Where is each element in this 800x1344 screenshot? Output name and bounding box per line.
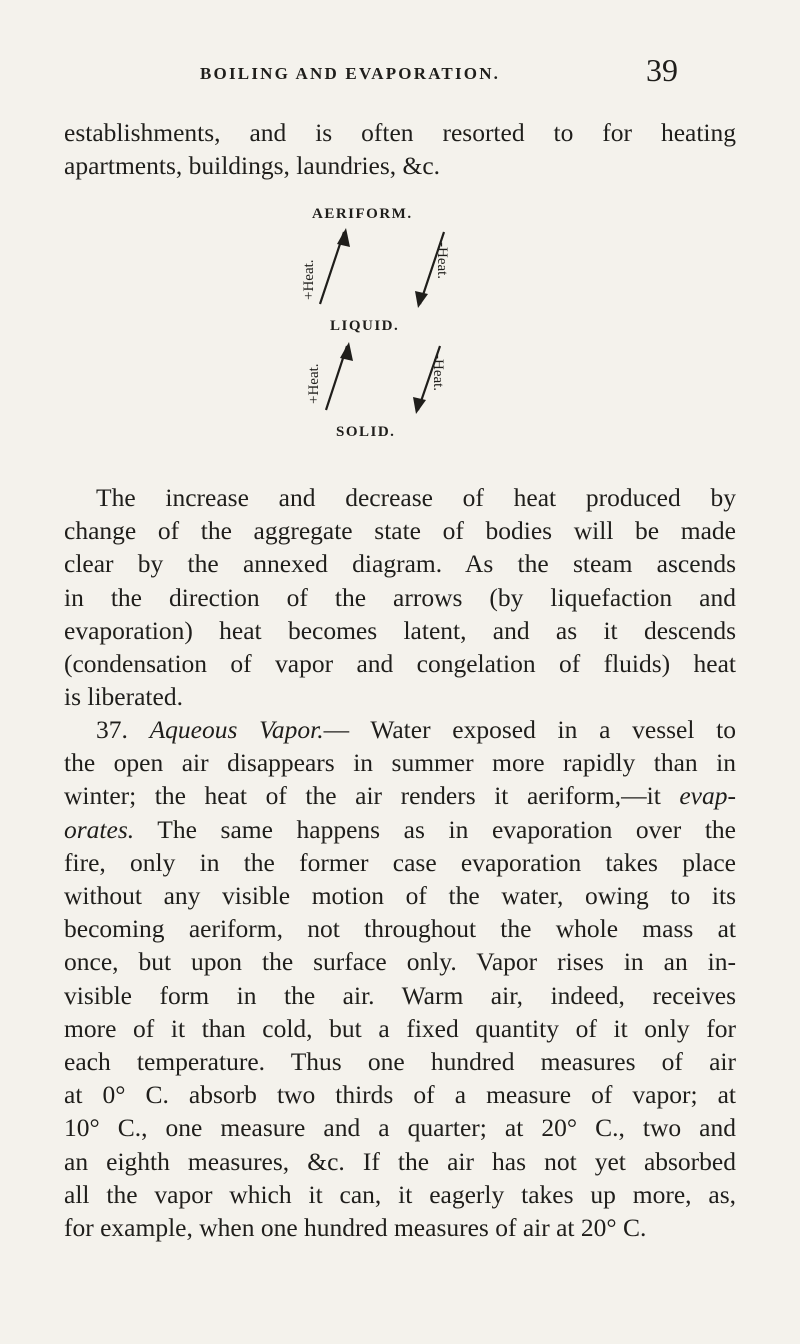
- text-fragment: The same happens as in evaporation over the: [134, 814, 736, 844]
- text-line: fire, only in the former case evaporation takes place: [64, 847, 736, 877]
- italic-word: evap-: [679, 781, 736, 811]
- em-dash: —: [323, 715, 350, 744]
- text-line: visible form in the air. Warm air, indeed, receives: [64, 980, 736, 1010]
- text-line: without any visible motion of the water, owing to its: [64, 881, 736, 911]
- section-title: Aqueous Vapor.: [149, 715, 324, 744]
- italic-word: orates.: [64, 814, 135, 844]
- label-solid: SOLID.: [336, 424, 396, 440]
- text-line: once, but upon the surface only. Vapor rises in an in-: [64, 947, 736, 977]
- text-line: becoming aeriform, not throughout the whole mass at: [64, 914, 736, 944]
- text-fragment: winter; the heat of the air renders it aeriform,—it: [64, 781, 680, 811]
- text-line: (condensation of vapor and congelation of fluids) heat: [64, 649, 736, 679]
- text-line: evaporation) heat becomes latent, and as it descends: [64, 615, 736, 645]
- text-line: The increase and decrease of heat produced by: [96, 483, 736, 512]
- text-line: more of it than cold, but a fixed quantity of it only for: [64, 1013, 736, 1043]
- text-line: in the direction of the arrows (by liquefaction and: [64, 582, 736, 612]
- text-line: establishments, and is often resorted to for heating: [64, 118, 736, 147]
- page-number: 39: [646, 52, 678, 88]
- text-fragment: Water exposed in a vessel to: [349, 715, 736, 744]
- text-line: for example, when one hundred measures of air at 20° C.: [64, 1213, 647, 1243]
- label-liquid: LIQUID.: [330, 318, 400, 334]
- text-line: 10° C., one measure and a quarter; at 20° C., two and: [64, 1113, 736, 1143]
- label-aeriform: AERIFORM.: [312, 206, 413, 222]
- text-line: is liberated.: [64, 682, 183, 712]
- text-line: change of the aggregate state of bodies will be made: [64, 516, 736, 546]
- arrow-up-upper: [320, 228, 350, 304]
- text-line: each temperature. Thus one hundred measures of air: [64, 1047, 736, 1077]
- paragraph-diagram-explanation: [64, 481, 736, 713]
- text-line: all the vapor which it can, it eagerly takes up more, as,: [64, 1179, 736, 1209]
- text-line: clear by the annexed diagram. As the steam ascends: [64, 549, 736, 579]
- minus-heat-label-upper: -Heat.: [434, 242, 450, 280]
- text-line: the open air disappears in summer more rapidly than in: [64, 748, 736, 778]
- plus-heat-label-upper: +Heat.: [301, 259, 317, 300]
- section-37: [64, 713, 736, 1244]
- plus-heat-label-lower: +Heat.: [306, 363, 322, 404]
- running-head: BOILING AND EVAPORATION.: [200, 64, 501, 83]
- text-line-with-italic: [64, 813, 736, 846]
- section-heading-line: [64, 713, 736, 746]
- text-line-with-italic: [64, 779, 736, 812]
- section-number: 37.: [96, 715, 128, 744]
- text-line: an eighth measures, &c. If the air has not yet absorbed: [64, 1146, 736, 1176]
- text-line: apartments, buildings, laundries, &c.: [64, 151, 441, 181]
- minus-heat-label-lower: -Heat.: [430, 354, 446, 392]
- arrow-up-lower: [326, 342, 353, 410]
- state-change-diagram: [0, 0, 800, 520]
- text-line: at 0° C. absorb two thirds of a measure of vapor; at: [64, 1080, 736, 1110]
